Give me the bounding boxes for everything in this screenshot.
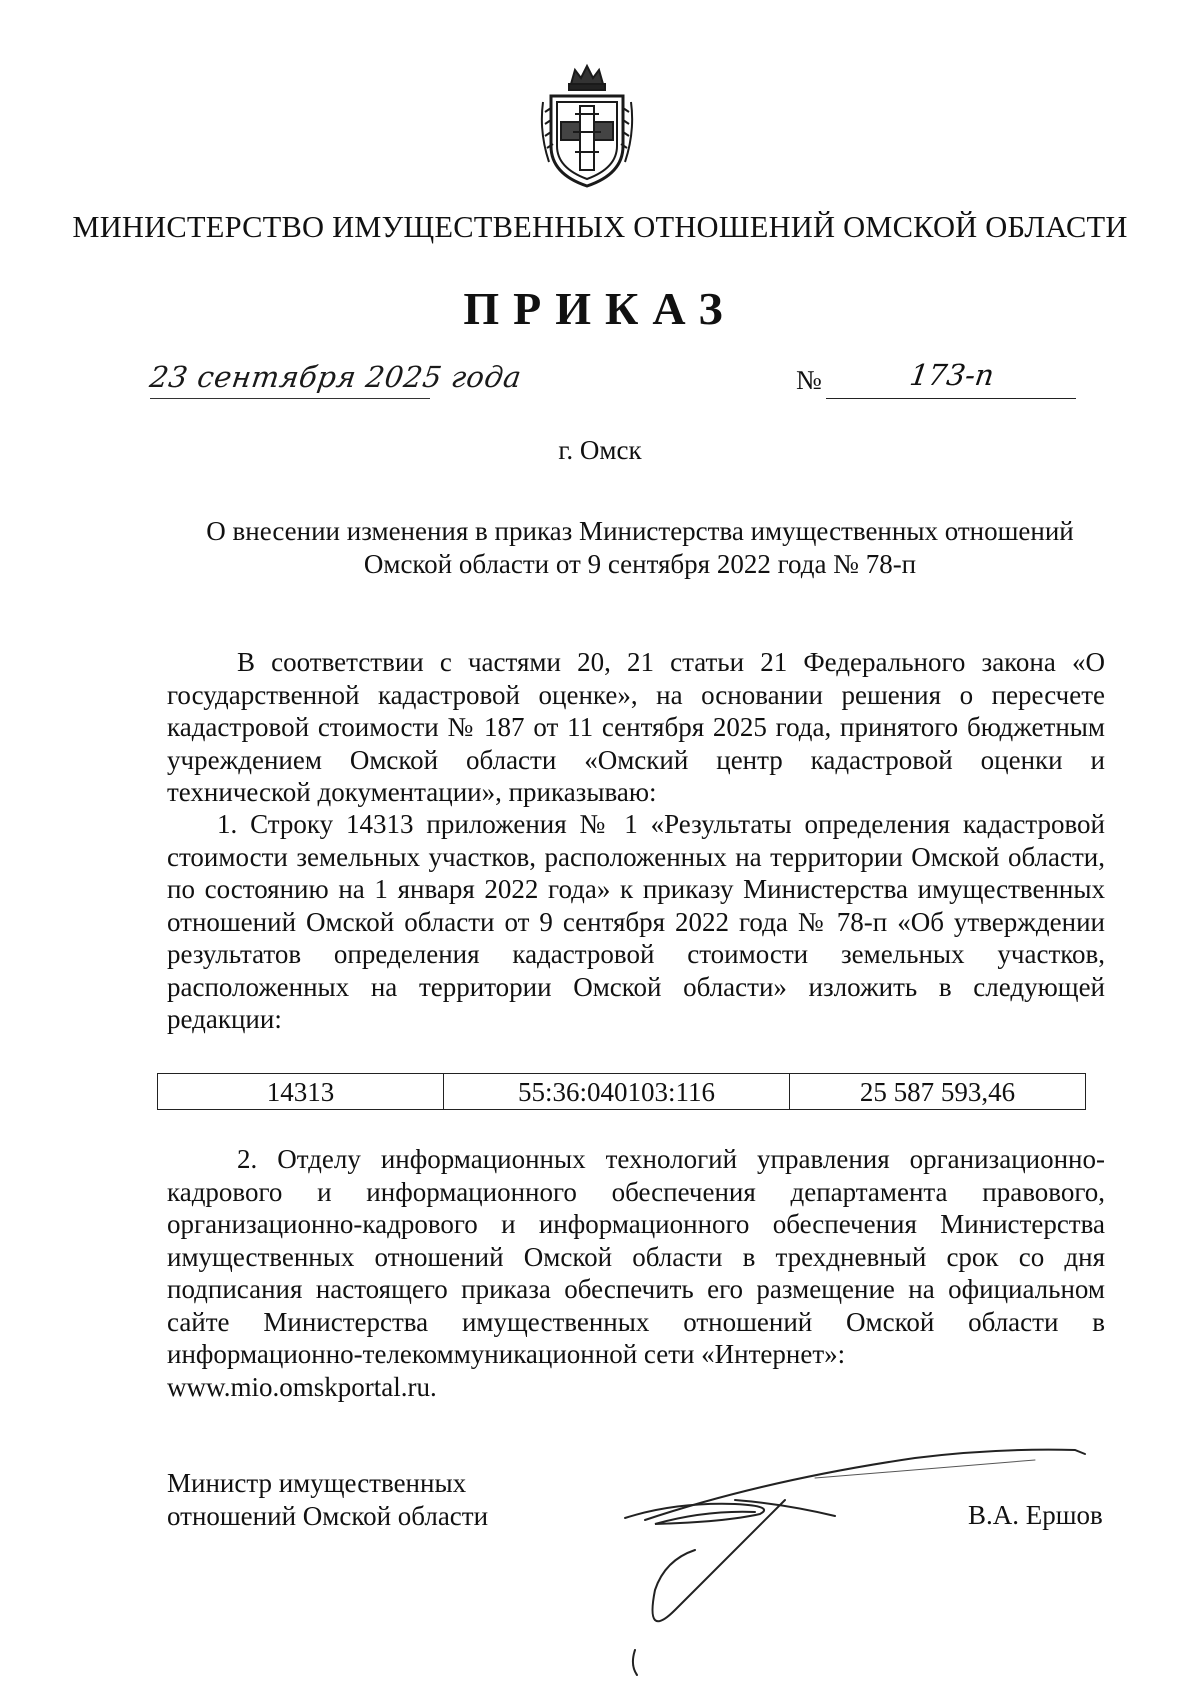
subject-line-1: О внесении изменения в приказ Министерства имущественных отношений: [206, 516, 1074, 546]
date-underline: [150, 398, 430, 399]
document-date: 23 сентября 2025 года: [147, 360, 524, 394]
subject-line-2: Омской области от 9 сентября 2022 года № 78-п: [363, 549, 917, 579]
ministry-name: МИНИСТЕРСТВО ИМУЩЕСТВЕННЫХ ОТНОШЕНИЙ ОМСКОЙ ОБЛАСТИ: [72, 210, 1128, 244]
signatory-title-line-1: Министр имущественных: [167, 1468, 467, 1498]
signatory-name: В.А. Ершов: [968, 1500, 1103, 1530]
signatory-title: [167, 1467, 488, 1533]
item-2-text: 2. Отделу информационных технологий управления организационно-кадрового и информационного обеспечения департамента правового, организационно-кадрового и информационного обеспечения Министерства имущественных отношений Омской области в трехдневный срок со дня подписания настоящего приказа обеспечить его размещение на официальном сайте Министерства имущественных отношений Омской области в информационно-телекоммуникационной сети «Интернет»:: [167, 1144, 1105, 1369]
website-url: www.mio.omskportal.ru.: [167, 1371, 437, 1402]
coat-of-arms-emblem: [535, 62, 639, 192]
document-title: ПРИКАЗ: [463, 283, 737, 334]
signatory-title-line-2: отношений Омской области: [167, 1501, 489, 1531]
cadastral-number-cell: 55:36:040103:116: [444, 1074, 790, 1110]
row-number-cell: 14313: [158, 1074, 444, 1110]
document-number: 173-п: [907, 358, 997, 392]
paragraph-item-1: 1. Строку 14313 приложения № 1 «Результаты определения кадастровой стоимости земельных участков, расположенных на территории Омской области, по состоянию на 1 января 2022 года» к приказу Министерства имущественных отношений Омской области от 9 сентября 2022 года № 78-п «Об утверждении результатов определения кадастровой стоимости земельных участков, расположенных на территории Омской области» изложить в следующей редакции:: [167, 809, 1105, 1034]
number-underline: [826, 398, 1076, 399]
table-row: [158, 1074, 1086, 1110]
order-subject: [170, 515, 1110, 581]
number-label: №: [796, 365, 822, 395]
paragraph-item-2: [167, 1143, 1105, 1403]
cadastral-value-table: [157, 1073, 1086, 1110]
city: г. Омск: [558, 435, 642, 465]
handwritten-signature: [615, 1440, 1105, 1680]
cadastral-value-cell: 25 587 593,46: [790, 1074, 1086, 1110]
paragraph-preamble: В соответствии с частями 20, 21 статьи 21 Федерального закона «О государственной кадастровой оценке», на основании решения о пересчете кадастровой стоимости № 187 от 11 сентября 2025 года, принятого бюджетным учреждением Омской области «Омский центр кадастровой оценки и технической документации», приказываю:: [167, 647, 1105, 807]
